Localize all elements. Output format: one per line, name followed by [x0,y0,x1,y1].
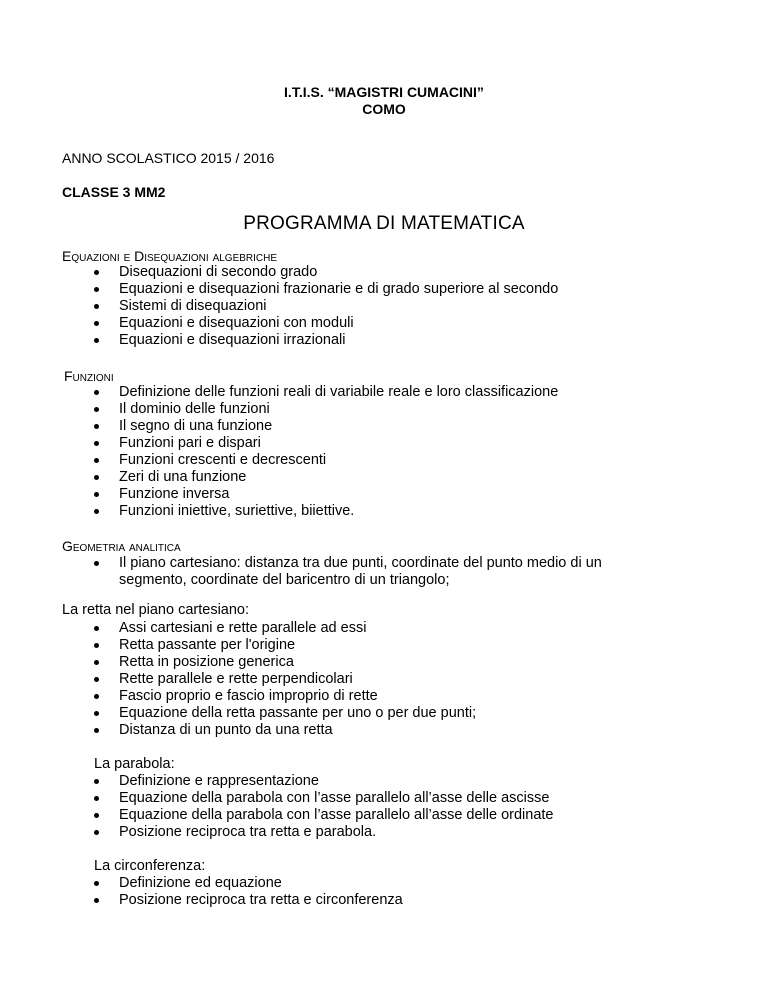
list-item: Il dominio delle funzioni [119,401,558,418]
section-heading-parabola: La parabola: [94,756,175,772]
bullet-icon [94,711,99,716]
list-item: Equazioni e disequazioni frazionarie e di grado superiore al secondo [119,281,558,298]
list-circonferenza [119,875,403,909]
bullet-icon [94,677,99,682]
list-item: Equazione della retta passante per uno o per due punti; [119,705,476,722]
list-item: Definizione ed equazione [119,875,403,892]
school-name: I.T.I.S. “MAGISTRI CUMACINI” [284,84,484,100]
bullet-icon [94,881,99,886]
bullet-icon [94,390,99,395]
list-item: Retta passante per l'origine [119,637,476,654]
list-parabola [119,773,553,841]
list-item: Rette parallele e rette perpendicolari [119,671,476,688]
list-item: Funzioni iniettive, suriettive, biiettive. [119,503,558,520]
list-item: Funzione inversa [119,486,558,503]
bullet-icon [94,643,99,648]
list-item: Definizione e rappresentazione [119,773,553,790]
list-item: Il piano cartesiano: distanza tra due punti, coordinate del punto medio di un [119,555,602,572]
bullet-icon [94,830,99,835]
list-item: Equazione della parabola con l’asse parallelo all’asse delle ascisse [119,790,553,807]
list-item: Distanza di un punto da una retta [119,722,476,739]
list-item-continuation: segmento, coordinate del baricentro di un triangolo; [119,572,450,588]
school-year: ANNO SCOLASTICO 2015 / 2016 [62,150,275,166]
bullet-icon [94,728,99,733]
bullet-icon [94,509,99,514]
list-item: Sistemi di disequazioni [119,298,558,315]
page-title: PROGRAMMA DI MATEMATICA [243,213,525,234]
bullet-icon [94,338,99,343]
bullet-icon [94,898,99,903]
section-heading-circonferenza: La circonferenza: [94,858,206,874]
bullet-icon [94,779,99,784]
bullet-icon [94,424,99,429]
bullet-icon [94,660,99,665]
section-heading-geometria: Geometria analitica [62,538,181,554]
bullet-icon [94,407,99,412]
list-item: Equazioni e disequazioni con moduli [119,315,558,332]
list-item: Posizione reciproca tra retta e circonferenza [119,892,403,909]
list-item: Retta in posizione generica [119,654,476,671]
list-geometria [119,555,602,589]
list-item: Disequazioni di secondo grado [119,264,558,281]
bullet-icon [94,561,99,566]
bullet-icon [94,694,99,699]
list-item: Funzioni pari e dispari [119,435,558,452]
list-item: Equazioni e disequazioni irrazionali [119,332,558,349]
list-retta [119,620,476,739]
bullet-icon [94,304,99,309]
bullet-icon [94,626,99,631]
bullet-icon [94,813,99,818]
section-heading-retta: La retta nel piano cartesiano: [62,602,250,618]
bullet-icon [94,441,99,446]
bullet-icon [94,796,99,801]
list-item: Funzioni crescenti e decrescenti [119,452,558,469]
list-item: Fascio proprio e fascio improprio di rette [119,688,476,705]
class-label: CLASSE 3 MM2 [62,184,166,200]
school-city: COMO [362,101,406,117]
section-heading-equazioni: Equazioni e Disequazioni algebriche [62,248,278,264]
list-item: Zeri di una funzione [119,469,558,486]
bullet-icon [94,321,99,326]
bullet-icon [94,475,99,480]
list-item: Posizione reciproca tra retta e parabola. [119,824,553,841]
list-item: Equazione della parabola con l’asse parallelo all’asse delle ordinate [119,807,553,824]
bullet-icon [94,270,99,275]
list-item: Il segno di una funzione [119,418,558,435]
list-item: Assi cartesiani e rette parallele ad essi [119,620,476,637]
bullet-icon [94,492,99,497]
list-funzioni [119,384,558,520]
list-item: Definizione delle funzioni reali di variabile reale e loro classificazione [119,384,558,401]
section-heading-funzioni: Funzioni [64,368,114,384]
bullet-icon [94,458,99,463]
list-equazioni [119,264,558,349]
bullet-icon [94,287,99,292]
